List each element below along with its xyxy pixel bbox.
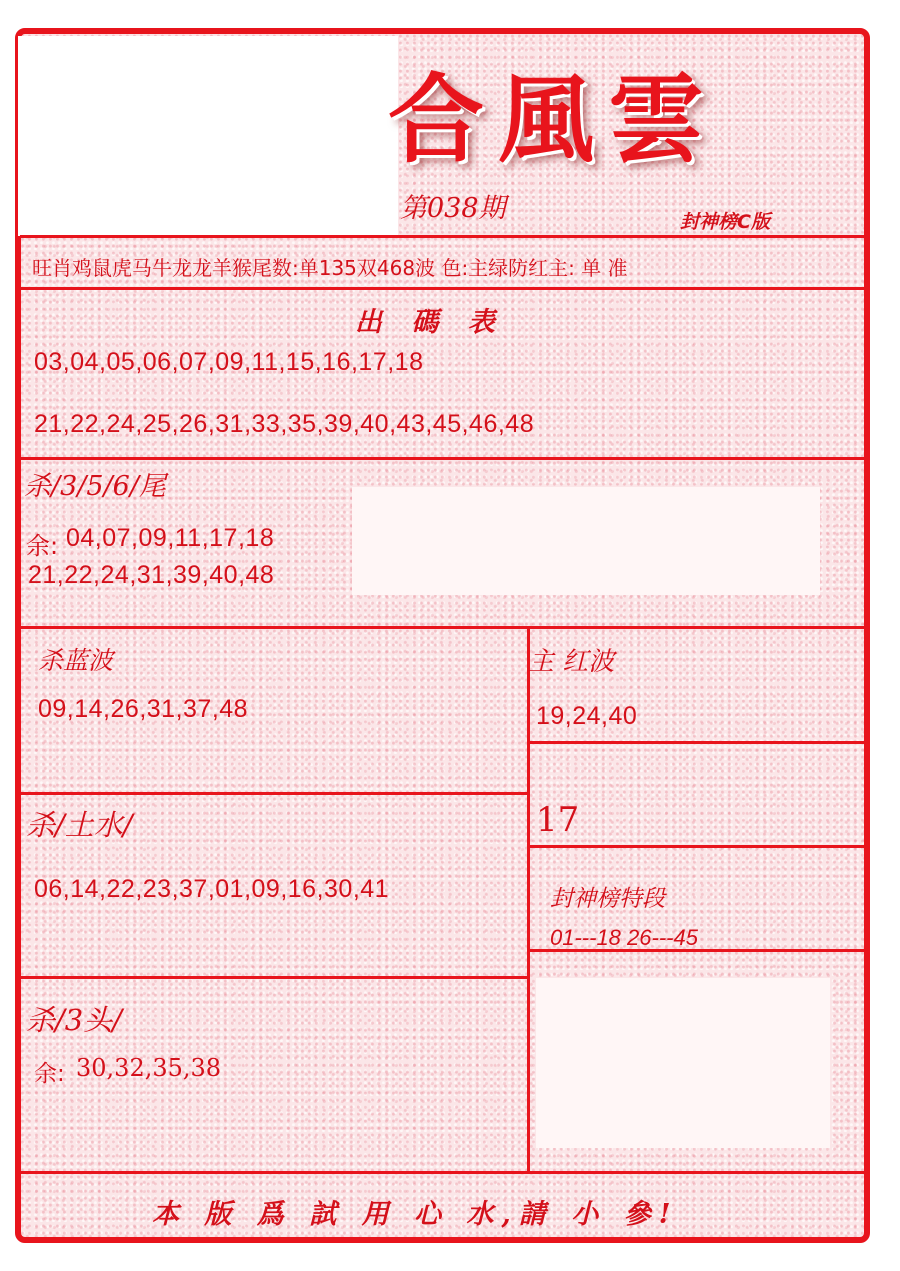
kill-blue-heading: 杀蓝波 <box>38 646 114 675</box>
kill-tail-blank-panel <box>352 487 820 595</box>
divider-kill-tail <box>20 626 866 629</box>
footer-note: 本 版 爲 試 用 心 水,請 小 參! <box>152 1199 679 1230</box>
code-table-heading: 出 碼 表 <box>355 307 505 338</box>
kill-element-numbers: 06,14,22,23,37,01,09,16,30,41 <box>34 875 390 903</box>
kill-head-numbers: 30,32,35,38 <box>76 1054 222 1082</box>
issue-number: 第038期 <box>400 193 506 224</box>
header-blank-panel <box>18 36 398 236</box>
kill-blue-numbers: 09,14,26,31,37,48 <box>38 695 249 723</box>
kill-element-heading: 杀/土水/ <box>26 808 133 842</box>
kill-tail-row-1: 04,07,09,11,17,18 <box>66 524 275 552</box>
kill-tail-heading: 杀/3/5/6/尾 <box>24 471 166 502</box>
divider-right-2 <box>529 845 866 848</box>
kill-tail-rest-label: 余: <box>26 532 59 560</box>
poster-title: 合風雲 <box>388 63 718 176</box>
kill-head-rest-label: 余: <box>34 1061 65 1087</box>
code-table-row-2: 21,22,24,25,26,31,33,35,39,40,43,45,46,48 <box>34 410 535 438</box>
single-number: 17 <box>536 800 580 840</box>
divider-left-2 <box>20 976 529 979</box>
divider-info <box>20 287 866 290</box>
divider-right-1 <box>529 741 866 744</box>
code-table-row-1: 03,04,05,06,07,09,11,15,16,17,18 <box>34 348 424 376</box>
info-line: 旺肖鸡鼠虎马牛龙龙羊猴尾数:单135双468波 色:主绿防红主: 单 准 <box>32 256 628 280</box>
main-red-numbers: 19,24,40 <box>536 702 638 730</box>
divider-left-1 <box>20 792 529 795</box>
edition-label: 封神榜C版 <box>680 211 770 233</box>
main-red-heading: 主 红波 <box>528 647 615 677</box>
divider-footer <box>20 1171 866 1174</box>
divider-vertical <box>527 628 530 1173</box>
kill-head-blank-panel <box>536 978 830 1148</box>
divider-header <box>20 235 866 238</box>
special-range-heading: 封神榜特段 <box>550 886 665 912</box>
kill-tail-row-2: 21,22,24,31,39,40,48 <box>28 561 275 589</box>
special-range-value: 01---18 26---45 <box>550 925 698 950</box>
kill-head-heading: 杀/3头/ <box>26 1003 122 1037</box>
divider-code-table <box>20 457 866 460</box>
